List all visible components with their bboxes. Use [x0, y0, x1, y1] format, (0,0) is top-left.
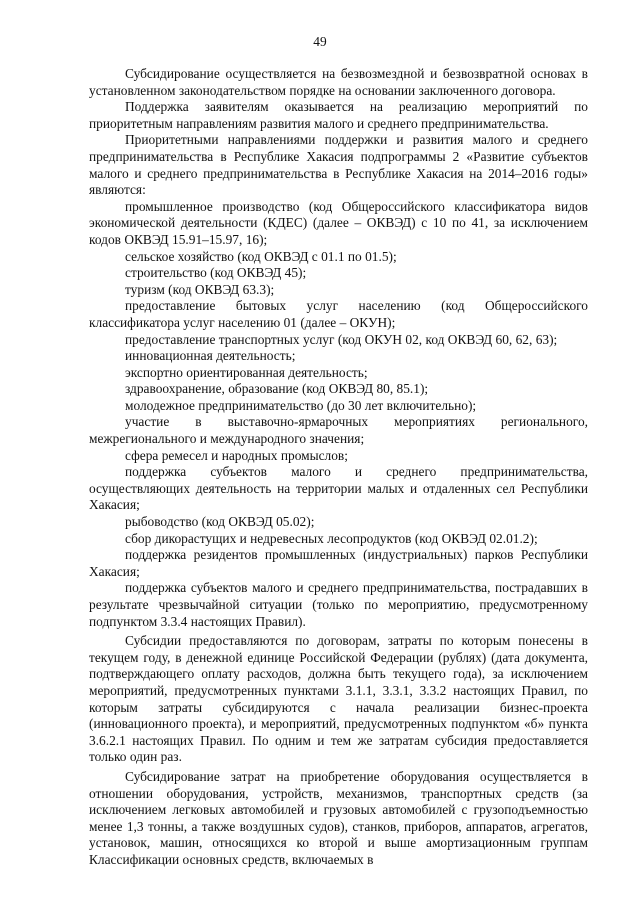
list-item: экспортно ориентированная деятельность; — [125, 364, 368, 380]
list-item: сфера ремесел и народных промыслов; — [125, 447, 348, 463]
list-item: строительство (код ОКВЭД 45); — [125, 265, 307, 281]
list-item: молодежное предпринимательство (до 30 лет включительно); — [125, 397, 477, 413]
list-item: туризм (код ОКВЭД 63.3); — [125, 281, 275, 297]
list-item: здравоохранение, образование (код ОКВЭД 80, 85.1); — [125, 381, 429, 397]
paragraph: Поддержка заявителям оказывается на реализацию мероприятий по приоритетным направлениям развития малого и среднего предпринимательства. — [89, 99, 588, 131]
paragraph: Субсидирование осуществляется на безвозмездной и безвозвратной основах в установленном законодательством порядке на основании заключенного договора. — [89, 66, 588, 98]
list-item: поддержка резидентов промышленных (индустриальных) парков Республики Хакасия; — [89, 547, 588, 579]
list-item: предоставление бытовых услуг населению (код Общероссийского классификатора услуг населению 01 (далее – ОКУН); — [89, 298, 588, 330]
list-item: промышленное производство (код Общероссийского классификатора видов экономической деятельности (КДЕС) (далее – ОКВЭД) с 10 по 41, за исключением кодов ОКВЭД 15.91–15.97, 16); — [89, 198, 588, 247]
list-item: участие в выставочно-ярмарочных мероприятиях регионального, межрегионального и международного значения; — [89, 414, 588, 447]
list-item: предоставление транспортных услуг (код ОКУН 02, код ОКВЭД 60, 62, 63); — [125, 331, 558, 347]
paragraph: Субсидирование затрат на приобретение оборудования осуществляется в отношении оборудования, устройств, механизмов, транспортных средств (за исключением легковых автомобилей и грузовых автомобилей с грузоподъемностью менее 1,3 тонны, а также воздушных судов), станков, приборов, аппаратов, агрегатов, установок, машин, относящихся ко второй и выше амортизационным группам Классификации основных средств, включаемых в — [89, 768, 588, 867]
paragraph: Субсидии предоставляются по договорам, затраты по которым понесены в текущем году, в денежной единице Российской Федерации (рублях) (дата документа, подтверждающего оплату расходов, должна быть текущего года), за исключением мероприятий, предусмотренных пунктами 3.1.1, 3.3.1, 3.3.2 настоящих Правил, по которым затраты субсидируются с начала реализации бизнес-проекта (инновационного проекта), и мероприятий, предусмотренных подпунктом «б» пункта 3.6.2.1 настоящих Правил. По одним и тем же затратам субсидия предоставляется только один раз. — [89, 633, 588, 765]
list-item: инновационная деятельность; — [125, 348, 296, 364]
page-number: 49 — [313, 34, 327, 49]
list-item: сбор дикорастущих и недревесных лесопродуктов (код ОКВЭД 02.01.2); — [125, 530, 538, 546]
document-body — [89, 66, 588, 869]
list-item: сельское хозяйство (код ОКВЭД с 01.1 по 01.5); — [125, 248, 397, 264]
list-item: рыбоводство (код ОКВЭД 05.02); — [125, 514, 315, 530]
list-item: поддержка субъектов малого и среднего предпринимательства, пострадавших в результате чрезвычайной ситуации (только по мероприятию, предусмотренному подпунктом 3.3.4 настоящих Правил). — [89, 580, 588, 629]
list-item: поддержка субъектов малого и среднего предпринимательства, осуществляющих деятельность на территории малых и отдаленных сел Республики Хакасия; — [89, 464, 588, 513]
paragraph: Приоритетными направлениями поддержки и развития малого и среднего предпринимательства в Республике Хакасия подпрограммы 2 «Развитие субъектов малого и среднего предпринимательства в Республике Хакасия на 2014–2016 годы» являются: — [89, 132, 588, 198]
